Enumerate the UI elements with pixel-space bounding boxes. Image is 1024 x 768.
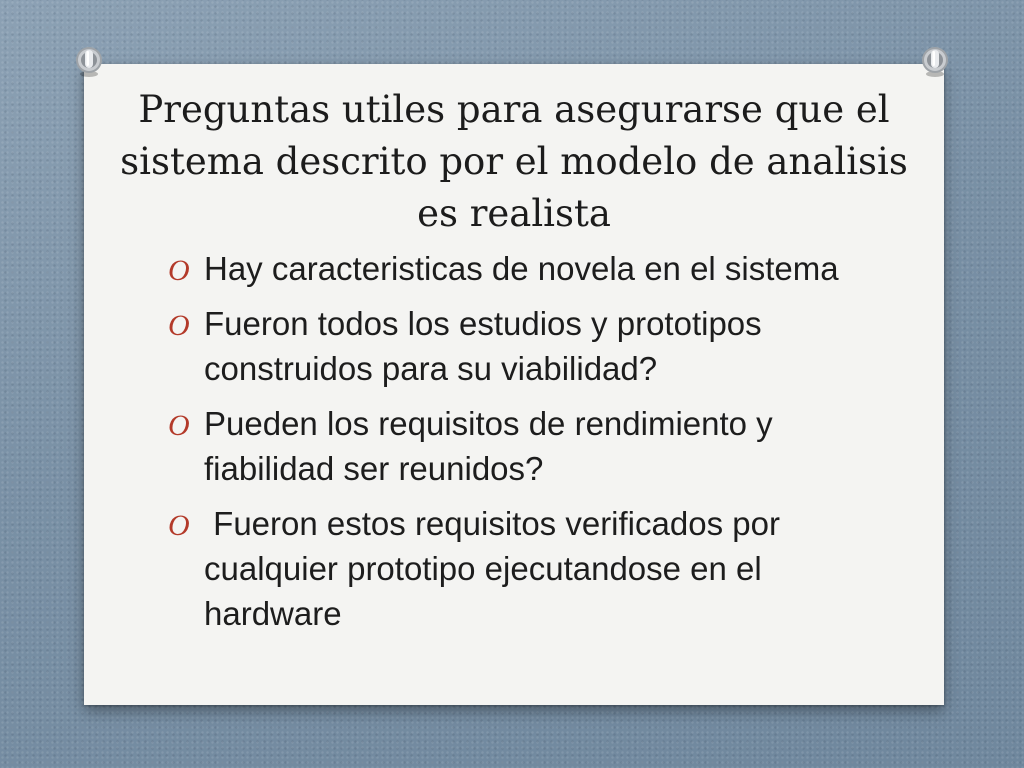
bullet-item — [168, 301, 858, 391]
slide-title: Preguntas utiles para asegurarse que el sistema descrito por el modelo de analisis es realista — [120, 88, 908, 235]
bullet-text: Hay caracteristicas de novela en el sistema — [204, 250, 839, 287]
bullet-text: Fueron todos los estudios y prototipos construidos para su viabilidad? — [204, 305, 771, 387]
bullet-item — [168, 401, 858, 491]
bullet-text: Pueden los requisitos de rendimiento y fiabilidad ser reunidos? — [204, 405, 782, 487]
bullet-marker: O — [168, 509, 190, 542]
pushpin-icon — [72, 44, 106, 78]
bullet-text: Fueron estos requisitos verificados por cualquier prototipo ejecutandose en el hardware — [204, 505, 790, 632]
bullet-marker: O — [168, 409, 190, 442]
slide-content — [84, 64, 944, 632]
bullet-marker: O — [168, 309, 190, 342]
pushpin-icon — [918, 44, 952, 78]
bullet-list — [168, 246, 858, 646]
bullet-marker: O — [168, 254, 190, 287]
bullet-item — [168, 246, 858, 291]
bullet-item — [168, 501, 858, 636]
